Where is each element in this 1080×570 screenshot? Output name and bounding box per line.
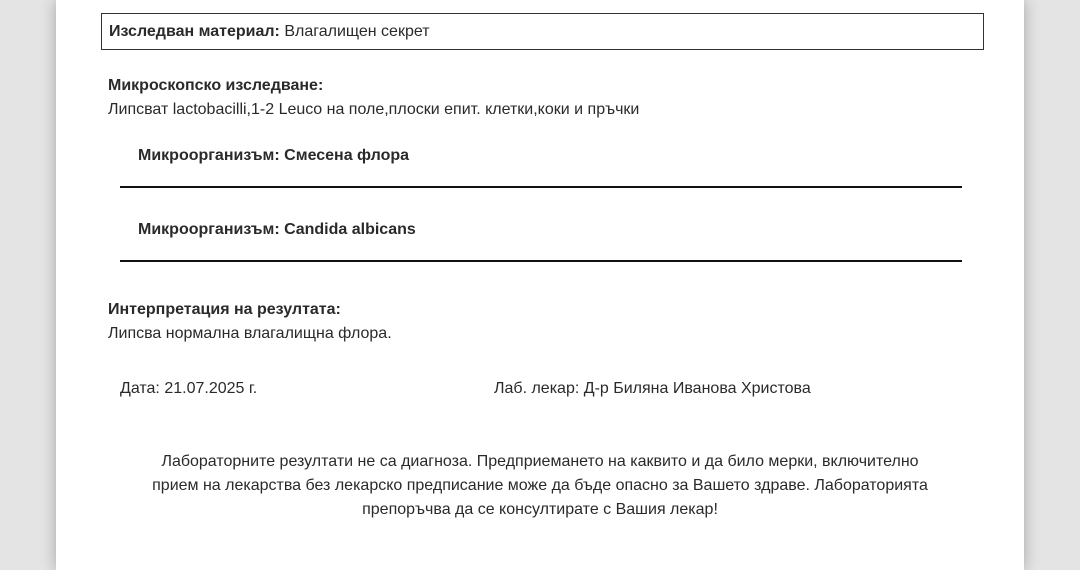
interpretation-heading: Интерпретация на резултата: bbox=[108, 301, 341, 318]
doctor-label: Лаб. лекар: bbox=[494, 380, 580, 397]
microscopy-heading: Микроскопско изследване: bbox=[108, 77, 324, 94]
organism-row bbox=[138, 220, 416, 240]
organism-row bbox=[138, 146, 409, 166]
doctor-field bbox=[494, 379, 811, 399]
interpretation-text: Липсва нормална влагалищна флора. bbox=[108, 325, 392, 342]
divider bbox=[120, 186, 962, 188]
organism-label: Микроорганизъм: bbox=[138, 147, 280, 164]
doctor-value: Д-р Биляна Иванова Христова bbox=[583, 380, 811, 397]
organism-value: Смесена флора bbox=[284, 147, 410, 164]
divider bbox=[120, 260, 962, 262]
report-page bbox=[56, 0, 1024, 570]
date-value: 21.07.2025 г. bbox=[164, 380, 258, 397]
disclaimer-line: препоръчва да се консултирате с Вашия лекар! bbox=[362, 501, 718, 518]
organism-label: Микроорганизъм: bbox=[138, 221, 280, 238]
material-label: Изследван материал: bbox=[109, 22, 280, 40]
date-field bbox=[120, 379, 257, 399]
disclaimer-line: Лабораторните резултати не са диагноза. Предприемането на каквито и да било мерки, включително bbox=[161, 453, 919, 470]
microscopy-text: Липсват lactobacilli,1-2 Leuco на поле,плоски епит. клетки,коки и пръчки bbox=[108, 101, 640, 118]
material-value: Влагалищен секрет bbox=[284, 22, 430, 40]
organism-value: Candida albicans bbox=[284, 221, 416, 238]
date-label: Дата: bbox=[120, 380, 160, 397]
disclaimer-line: прием на лекарства без лекарско предписание може да бъде опасно за Вашето здраве. Лабораторията bbox=[152, 477, 928, 494]
disclaimer bbox=[116, 450, 964, 522]
material-box bbox=[101, 13, 984, 50]
